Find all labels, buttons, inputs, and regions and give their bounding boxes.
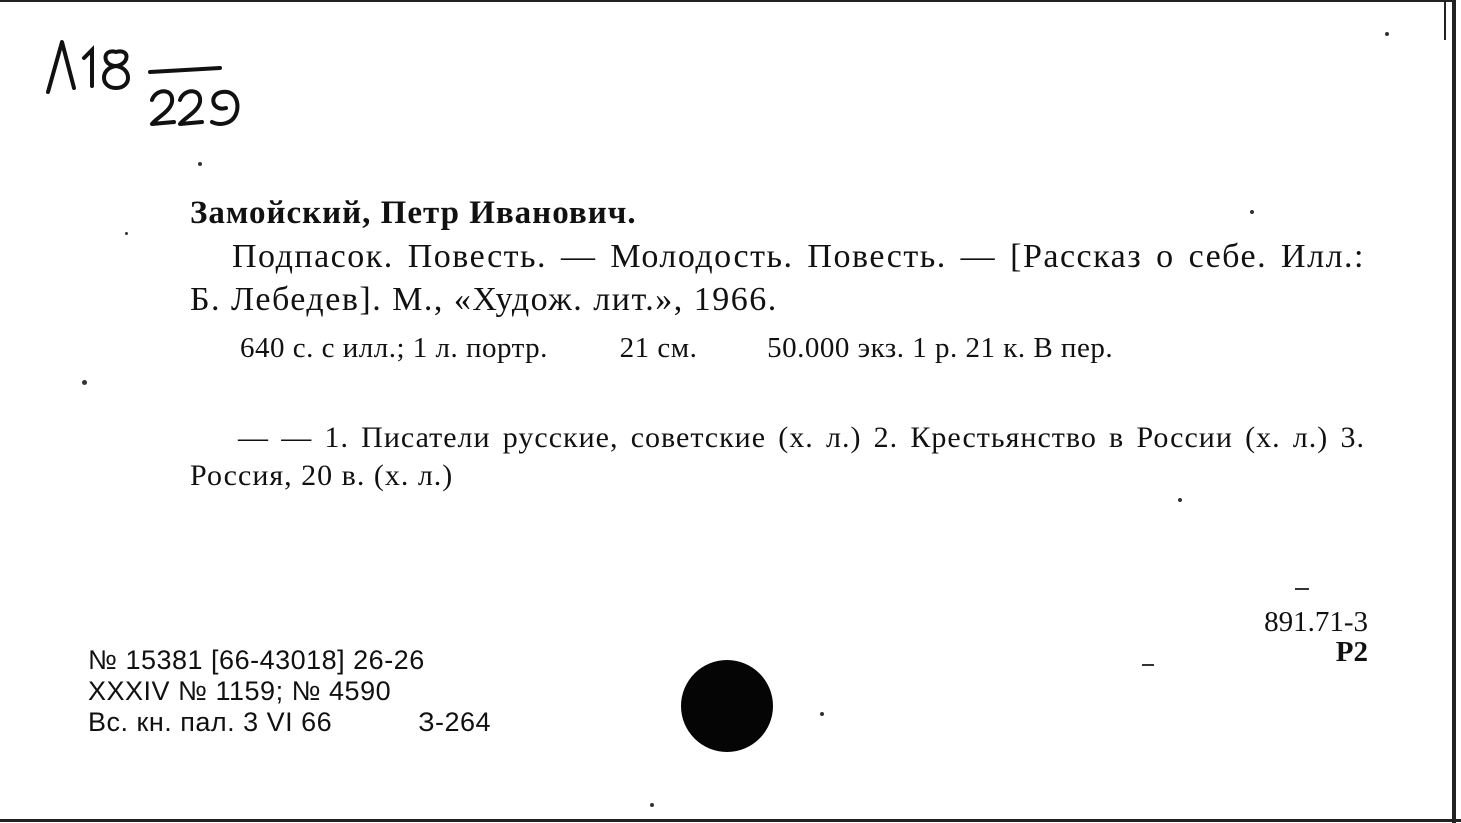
- registration-line-1: № 15381 [66-43018] 26-26: [88, 645, 425, 675]
- title-and-imprint: Подпасок. Повесть. — Молодость. Повесть. — [Рассказ о себе. Илл.: Б. Лебедев]. М., «Худож. лит.», 1966.: [190, 238, 1365, 318]
- registration-info: [88, 645, 491, 738]
- card-border-top: [0, 0, 1456, 2]
- speck: [1295, 588, 1309, 590]
- speck: [1142, 664, 1154, 666]
- card-border-right-inner: [1444, 0, 1446, 40]
- classification-code-1: 891.71-3: [1264, 606, 1368, 638]
- bibliographic-entry: [190, 193, 1365, 495]
- collation-run-price: 50.000 экз. 1 р. 21 к. В пер.: [767, 332, 1114, 364]
- speck: [650, 803, 654, 807]
- punch-hole: [681, 660, 773, 752]
- print-code: З-264: [418, 707, 492, 737]
- collation-line: [240, 329, 1365, 367]
- speck: [1385, 32, 1389, 36]
- chamber-date: Вс. кн. пал. 3 VI 66: [88, 707, 333, 737]
- card-border-right: [1452, 0, 1456, 823]
- collation-size: 21 см.: [619, 332, 698, 364]
- speck: [820, 712, 824, 716]
- classification-codes: [1236, 607, 1368, 667]
- collation-pages: 640 с. с илл.; 1 л. портр.: [240, 332, 548, 364]
- speck: [1250, 210, 1254, 214]
- card-border-bottom: [0, 819, 1461, 822]
- classification-code-2: Р2: [1335, 636, 1368, 668]
- subject-headings: — — 1. Писатели русские, советские (х. л.) 2. Крестьянство в России (х. л.) 3. Россия, 20 в. (х. л.): [190, 421, 1365, 492]
- speck: [82, 380, 87, 385]
- speck: [1178, 498, 1182, 502]
- registration-line-2: XXXIV № 1159; № 4590: [88, 676, 392, 706]
- registration-line-3: [88, 707, 491, 738]
- handwritten-call-number: [40, 30, 270, 140]
- author-heading: Замойский, Петр Иванович.: [190, 195, 637, 231]
- speck: [198, 162, 202, 166]
- speck: [125, 232, 128, 235]
- handwritten-call-number-drawing: [40, 30, 270, 140]
